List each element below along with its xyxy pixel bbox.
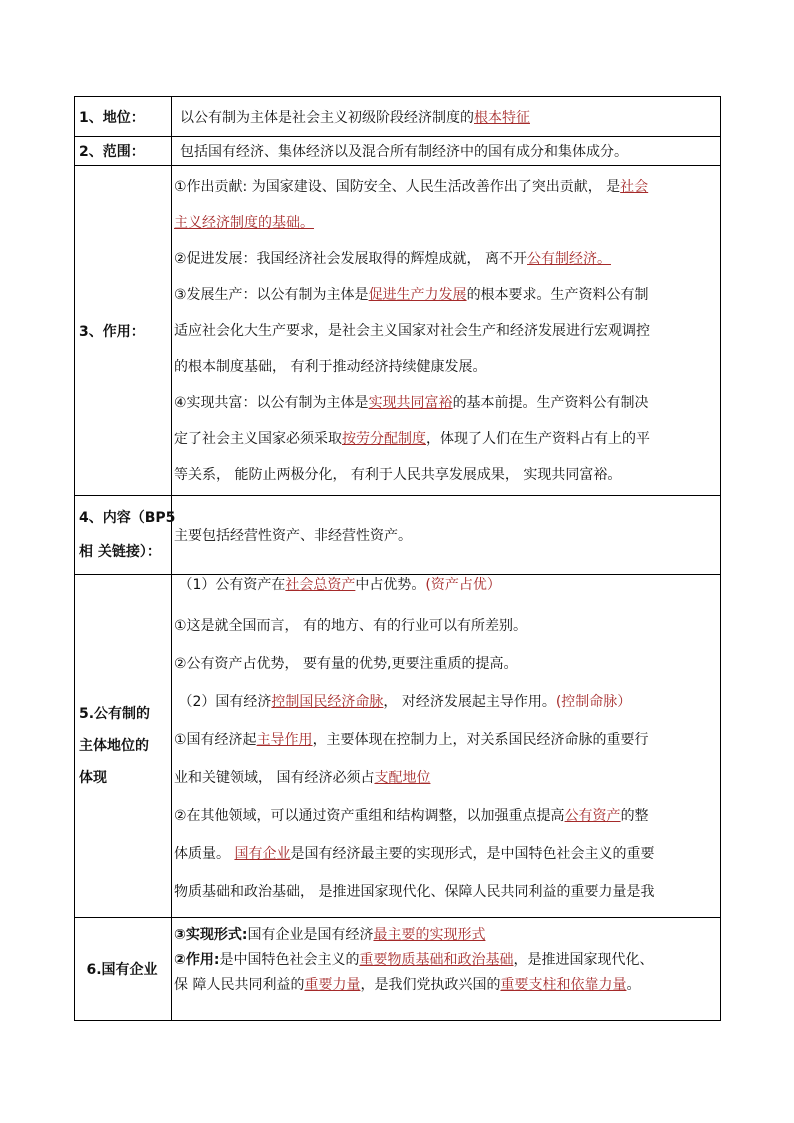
function-line-2: 主义经济制度的基础。	[174, 214, 314, 231]
soe-line-3: 保 障人民共同利益的重要力量，是我们党执政兴国的重要支柱和依靠力量。	[174, 977, 641, 993]
position-highlight: 根本特征	[474, 109, 530, 126]
dominance-line-1: （1）公有资产在社会总资产中占优势。(资产占优）	[178, 577, 501, 593]
row-label-position: 1、地位：	[75, 97, 172, 137]
content-text: 主要包括经营性资产、非经营性资产。	[174, 528, 412, 544]
table-row-content	[75, 496, 721, 575]
row-label-soe: 6.国有企业	[75, 918, 172, 1021]
dominance-line-6: 业和关键领域， 国有经济必须占支配地位	[174, 770, 431, 786]
table-row-soe	[75, 918, 721, 1021]
function-line-4: ③发展生产：以公有制为主体是促进生产力发展的根本要求。生产资料公有制	[174, 286, 649, 303]
function-line-7: ④实现共富：以公有制为主体是实现共同富裕的基本前提。生产资料公有制决	[174, 394, 649, 411]
row-content-function	[172, 166, 721, 496]
dominance-line-8: 体质量。 国有企业是国有经济最主要的实现形式，是中国特色社会主义的重要	[174, 846, 655, 862]
row-label-content: 4、内容（BP5 相 关链接）：	[75, 496, 172, 575]
dominance-line-3: ②公有资产占优势， 要有量的优势,更要注重质的提高。	[174, 656, 518, 672]
function-line-3: ②促进发展：我国经济社会发展取得的辉煌成就， 离不开公有制经济。	[174, 250, 611, 267]
dominance-line-9: 物质基础和政治基础， 是推进国家现代化、保障人民共同利益的重要力量是我	[174, 884, 655, 900]
soe-line-1: ③实现形式:国有企业是国有经济最主要的实现形式	[174, 927, 486, 943]
scope-text: 包括国有经济、集体经济以及混合所有制经济中的国有成分和集体成分。	[180, 144, 628, 160]
dominance-line-4: （2）国有经济控制国民经济命脉， 对经济发展起主导作用。(控制命脉）	[178, 694, 632, 710]
row-content-dominance	[172, 575, 721, 918]
table-row-function	[75, 166, 721, 496]
table-row-position	[75, 97, 721, 137]
function-line-5: 适应社会化大生产要求，是社会主义国家对社会生产和经济发展进行宏观调控	[174, 322, 650, 339]
table-row-dominance	[75, 575, 721, 918]
dominance-line-5: ①国有经济起主导作用，主要体现在控制力上，对关系国民经济命脉的重要行	[174, 732, 649, 748]
function-line-6: 的根本制度基础， 有利于推动经济持续健康发展。	[174, 358, 487, 375]
row-label-scope: 2、范围：	[75, 137, 172, 166]
row-content-scope	[172, 137, 721, 166]
dominance-line-2: ①这是就全国而言， 有的地方、有的行业可以有所差别。	[174, 618, 527, 634]
row-content-soe	[172, 918, 721, 1021]
function-line-1: ①作出贡献: 为国家建设、国防安全、人民生活改善作出了突出贡献， 是社会	[174, 178, 649, 195]
function-line-9: 等关系， 能防止两极分化， 有利于人民共享发展成果， 实现共同富裕。	[174, 466, 622, 483]
position-text: 以公有制为主体是社会主义初级阶段经济制度的	[180, 109, 474, 126]
table-row-scope	[75, 137, 721, 166]
soe-line-2: ②作用:是中国特色社会主义的重要物质基础和政治基础，是推进国家现代化、	[174, 952, 654, 968]
row-content-position	[172, 97, 721, 137]
dominance-line-7: ②在其他领域，可以通过资产重组和结构调整，以加强重点提高公有资产的整	[174, 808, 649, 824]
row-label-dominance: 5.公有制的 主体地位的 体现	[75, 575, 172, 918]
function-line-8: 定了社会主义国家必须采取按劳分配制度，体现了人们在生产资料占有上的平	[174, 430, 650, 447]
row-content-content	[172, 496, 721, 575]
content-table	[74, 96, 721, 1021]
row-label-function: 3、作用：	[75, 166, 172, 496]
